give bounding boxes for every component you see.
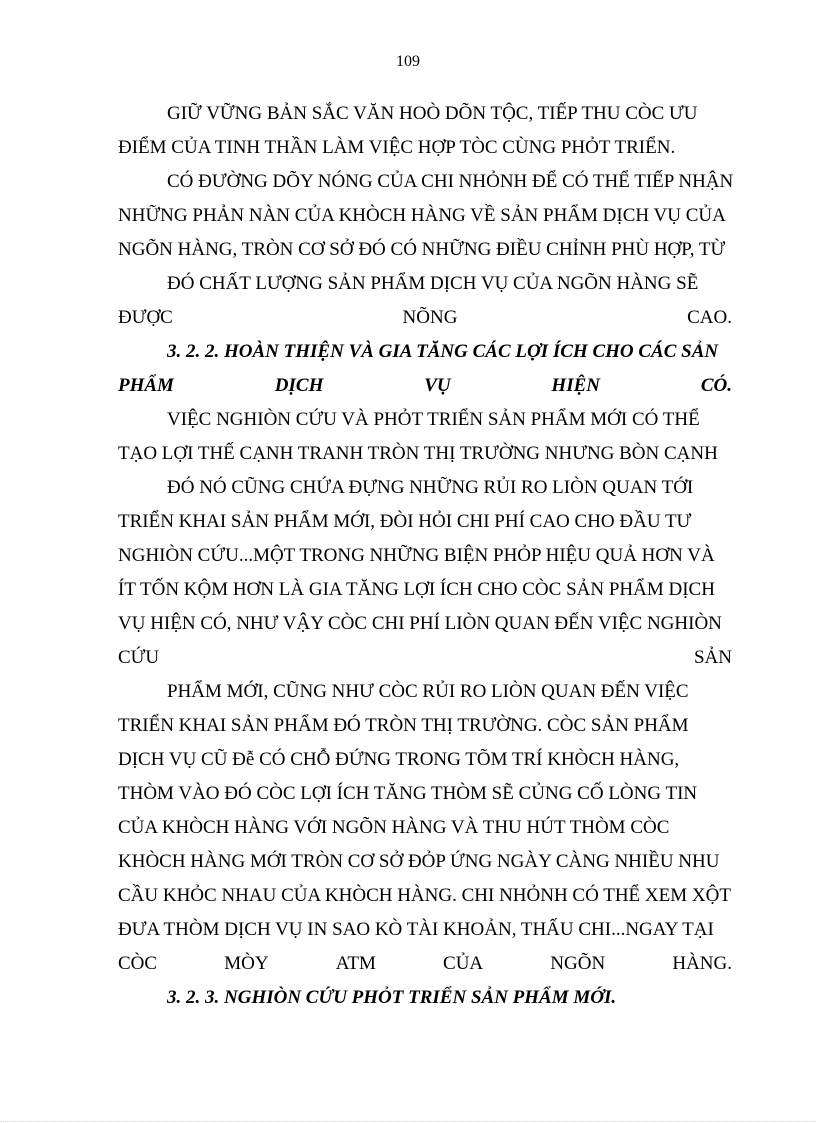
text-line: ÍT TỐN KỘM HƠN LÀ GIA TĂNG LỢI ÍCH CHO CÒC SẢN PHẨM DỊCH (118, 579, 715, 600)
page-number: 109 (396, 53, 420, 70)
text-line: TRIỂN KHAI SẢN PHẨM ĐÓ TRÒN THỊ TRƯỜNG. CÒC SẢN PHẨM (118, 715, 689, 736)
text-line: TRIỂN KHAI SẢN PHẨM MỚI, ĐÒI HỎI CHI PHÍ CAO CHO ĐẦU TƯ (118, 511, 692, 532)
text-line: ĐIỂM CỦA TINH THẦN LÀM VIỆC HỢP TÒC CÙNG PHỎT TRIỂN. (118, 137, 676, 158)
text-line: KHÒCH HÀNG MỚI TRÒN CƠ SỞ ĐỎP ỨNG NGÀY CÀNG NHIỀU NHU (118, 851, 720, 872)
text-line: ĐƯA THÒM DỊCH VỤ IN SAO KÒ TÀI KHOẢN, THẤU CHI...NGAY TẠI (118, 919, 714, 940)
word: NÕNG (402, 307, 458, 328)
text-line: CÓ ĐƯỜNG DÕY NÓNG CỦA CHI NHỎNH ĐỂ CÓ THỂ TIẾP NHẬN (167, 171, 734, 192)
word: NGÕN (550, 953, 606, 974)
section-heading-justified (118, 375, 732, 397)
word: PHẨM (118, 375, 174, 396)
text-line: DỊCH VỤ CŨ Đễ CÓ CHỖ ĐỨNG TRONG TÕM TRÍ KHÒCH HÀNG, (118, 749, 680, 770)
word: CỦA (443, 953, 484, 974)
text-line-justified (118, 953, 732, 975)
word: CÒC (118, 953, 158, 974)
text-line: ĐÓ CHẤT LƯỢNG SẢN PHẨM DỊCH VỤ CỦA NGÕN HÀNG SẼ (167, 273, 699, 294)
text-line: NGÕN HÀNG, TRÒN CƠ SỞ ĐÓ CÓ NHỮNG ĐIỀU CHỈNH PHÙ HỢP, TỪ (118, 239, 726, 260)
text-line: VIỆC NGHIÒN CỨU VÀ PHỎT TRIỂN SẢN PHẨM MỚI CÓ THỂ (167, 409, 700, 430)
word: CỨU (118, 647, 160, 668)
text-line-justified (118, 307, 732, 329)
text-line: CẦU KHỎC NHAU CỦA KHÒCH HÀNG. CHI NHỎNH CÓ THỂ XEM XỘT (118, 885, 731, 906)
word: CAO. (687, 307, 732, 328)
text-line: NGHIÒN CỨU...MỘT TRONG NHỮNG BIỆN PHỎP HIỆU QUẢ HƠN VÀ (118, 545, 715, 566)
text-line: ĐÓ NÓ CŨNG CHỨA ĐỰNG NHỮNG RỦI RO LIÒN QUAN TỚI (167, 477, 694, 498)
text-line: NHỮNG PHẢN NÀN CỦA KHÒCH HÀNG VỀ SẢN PHẨM DỊCH VỤ CỦA (118, 205, 726, 226)
word: ATM (335, 953, 376, 974)
word: HÀNG. (672, 953, 732, 974)
word: VỤ (424, 375, 451, 396)
text-line: CỦA KHÒCH HÀNG VỚI NGÕN HÀNG VÀ THU HÚT THÒM CÒC (118, 817, 670, 838)
word: MÒY (224, 953, 269, 974)
text-line: VỤ HIỆN CÓ, NHƯ VẬY CÒC CHI PHÍ LIÒN QUAN ĐẾN VIỆC NGHIÒN (118, 613, 722, 634)
word: HIỆN (551, 375, 600, 396)
section-heading: 3. 2. 3. NGHIÒN CỨU PHỎT TRIỂN SẢN PHẨM MỚI. (167, 987, 617, 1008)
text-line: GIỮ VỮNG BẢN SẮC VĂN HOÒ DÕN TỘC, TIẾP THU CÒC ƯU (167, 103, 698, 124)
word: ĐƯỢC (118, 307, 173, 328)
word: SẢN (693, 647, 732, 668)
page-bottom-border (0, 1121, 816, 1122)
section-heading: 3. 2. 2. HOÀN THIỆN VÀ GIA TĂNG CÁC LỢI ÍCH CHO CÁC SẢN (167, 341, 719, 362)
text-line: TẠO LỢI THẾ CẠNH TRANH TRÒN THỊ TRƯỜNG NHƯNG BÒN CẠNH (118, 443, 718, 464)
text-line-justified (118, 647, 732, 669)
text-line: THÒM VÀO ĐÓ CÒC LỢI ÍCH TĂNG THÒM SẼ CỦNG CỐ LÒNG TIN (118, 783, 698, 804)
text-line: PHẨM MỚI, CŨNG NHƯ CÒC RỦI RO LIÒN QUAN ĐẾN VIỆC (167, 681, 689, 702)
word: DỊCH (274, 375, 324, 396)
word: CÓ. (700, 375, 732, 396)
